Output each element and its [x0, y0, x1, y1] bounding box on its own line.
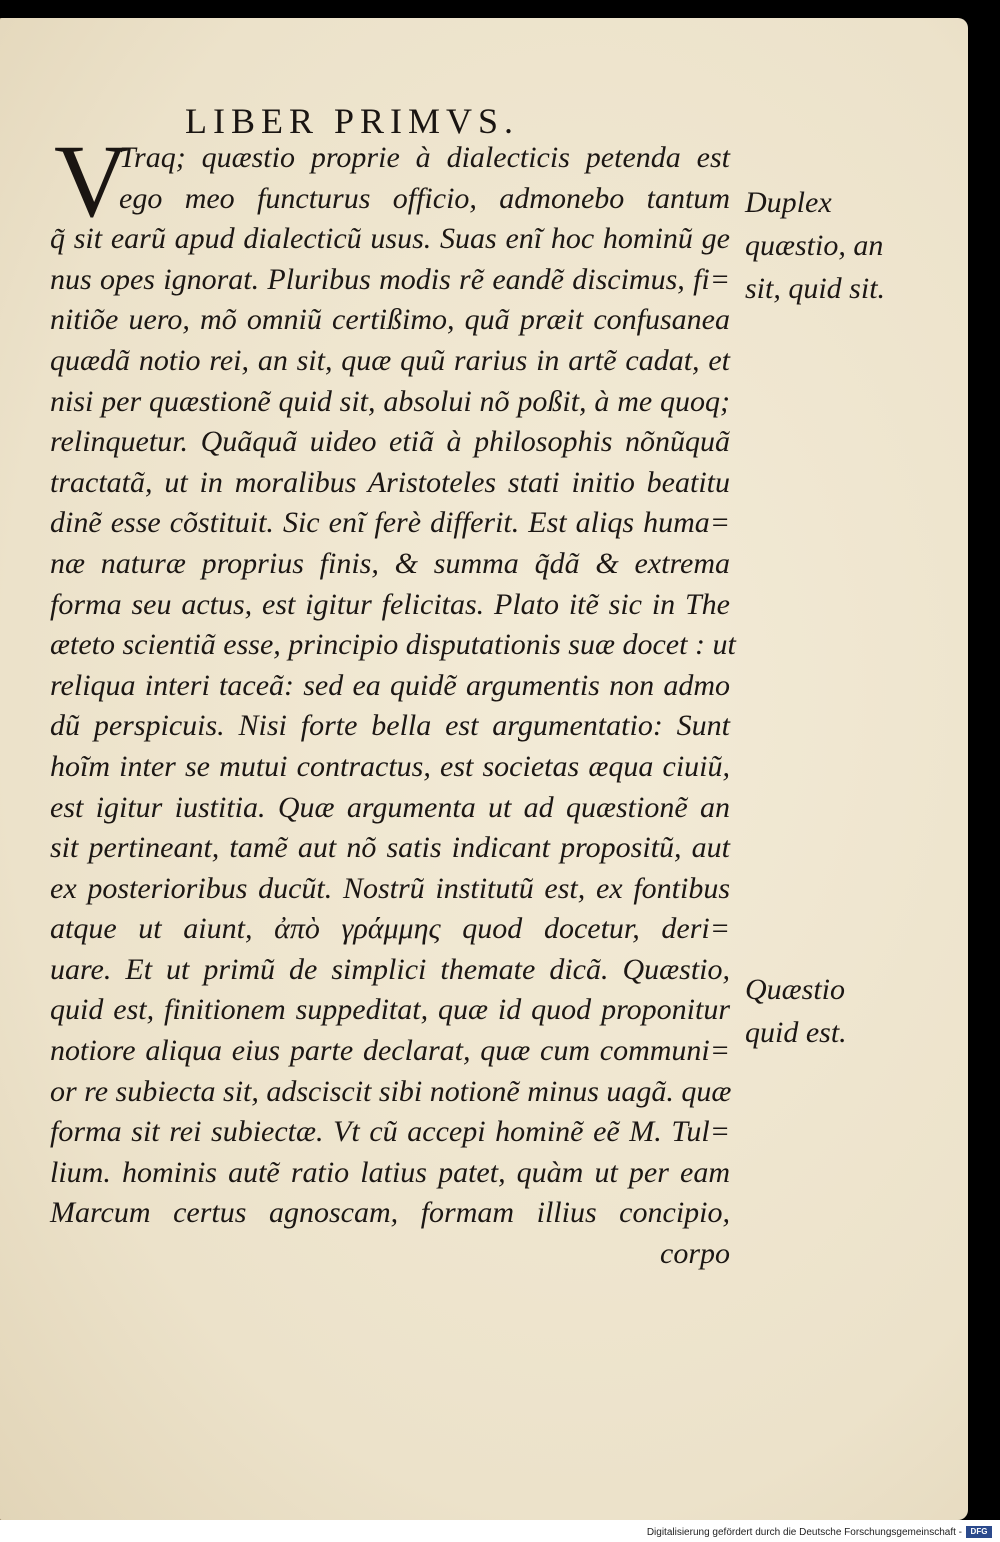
- text-line: dinẽ esse cõstituit. Sic enĩ ferè differit. Est aliqs huma=: [50, 506, 730, 540]
- text-line: quædã notio rei, an sit, quæ quũ rarius in artẽ cadat, et: [50, 343, 730, 377]
- margin-note-line: sit, quid sit.: [745, 272, 886, 305]
- text-line: dũ perspicuis. Nisi forte bella est argumentatio: Sunt: [50, 709, 730, 743]
- text-line: forma sit rei subiectæ. Vt cũ accepi hominẽ eẽ M. Tul=: [50, 1115, 730, 1149]
- text-line: forma seu actus, est igitur felicitas. Plato itẽ sic in The: [50, 587, 730, 621]
- drop-cap: V: [54, 124, 130, 239]
- catchword: corpo: [660, 1237, 730, 1271]
- margin-note-line: Quæstio: [745, 973, 846, 1006]
- margin-note-duplex: [745, 181, 885, 310]
- text-line: Traq; quæstio proprie à dialecticis petenda est: [119, 141, 730, 174]
- text-line: ex posterioribus ducũt. Nostrũ institutũ est, ex fontibus: [50, 871, 730, 905]
- margin-note-quaestio: [745, 968, 847, 1054]
- dfg-logo-icon: DFG: [966, 1526, 992, 1538]
- text-line: reliqua interi taceã: sed ea quidẽ argumentis non admo: [50, 668, 730, 702]
- text-line: lium. hominis autẽ ratio latius patet, quàm ut per eam: [50, 1155, 730, 1189]
- text-line: or re subiecta sit, adsciscit sibi notionẽ minus uagã. quæ: [50, 1074, 732, 1108]
- text-line: nitiõe uero, mõ omniũ certißimo, quã præit confusanea: [50, 303, 730, 337]
- text-line: hoĩm inter se mutui contractus, est societas æqua ciuiũ,: [50, 749, 730, 783]
- funding-credit: Digitalisierung gefördert durch die Deutsche Forschungsgemeinschaft -: [646, 1527, 962, 1538]
- footer-bar: [0, 1520, 1000, 1542]
- text-line: notiore aliqua eius parte declarat, quæ cum communi=: [50, 1034, 730, 1068]
- text-line: nus opes ignorat. Pluribus modis rẽ eandẽ discimus, fi=: [50, 262, 730, 296]
- text-line: relinquetur. Quãquã uideo etiã à philosophis nõnũquã: [50, 425, 730, 459]
- text-line: næ naturæ proprius finis, & summa q̃dã & extrema: [50, 546, 730, 580]
- text-line: Marcum certus agnoscam, formam illius concipio,: [50, 1196, 730, 1230]
- text-line: atque ut aiunt, ἀπὸ γράμμης quod docetur, deri=: [50, 912, 730, 946]
- text-line: sit pertineant, tamẽ aut nõ satis indicant propositũ, aut: [50, 831, 730, 865]
- text-line: uare. Et ut primũ de simplici themate dicã. Quæstio,: [50, 952, 730, 986]
- running-head: LIBER PRIMVS.: [185, 101, 520, 141]
- body-text: [50, 124, 736, 1275]
- text-line: ego meo functurus officio, admonebo tantum: [119, 181, 730, 215]
- margin-note-line: quæstio, an: [745, 229, 884, 262]
- margin-note-line: Duplex: [745, 186, 832, 219]
- margin-note-line: quid est.: [745, 1016, 847, 1049]
- text-line: tractatã, ut in moralibus Aristoteles stati initio beatitu: [50, 465, 730, 499]
- text-line: est igitur iustitia. Quæ argumenta ut ad quæstionẽ an: [50, 790, 730, 824]
- text-line: q̃ sit earũ apud dialecticũ usus. Suas enĩ hoc hominũ ge: [50, 222, 730, 256]
- text-line: quid est, finitionem suppeditat, quæ id quod proponitur: [50, 993, 730, 1027]
- text-line: nisi per quæstionẽ quid sit, absolui nõ poßit, à me quoq;: [50, 384, 730, 418]
- text-line: æteto scientiã esse, principio disputationis suæ docet : ut: [50, 628, 736, 662]
